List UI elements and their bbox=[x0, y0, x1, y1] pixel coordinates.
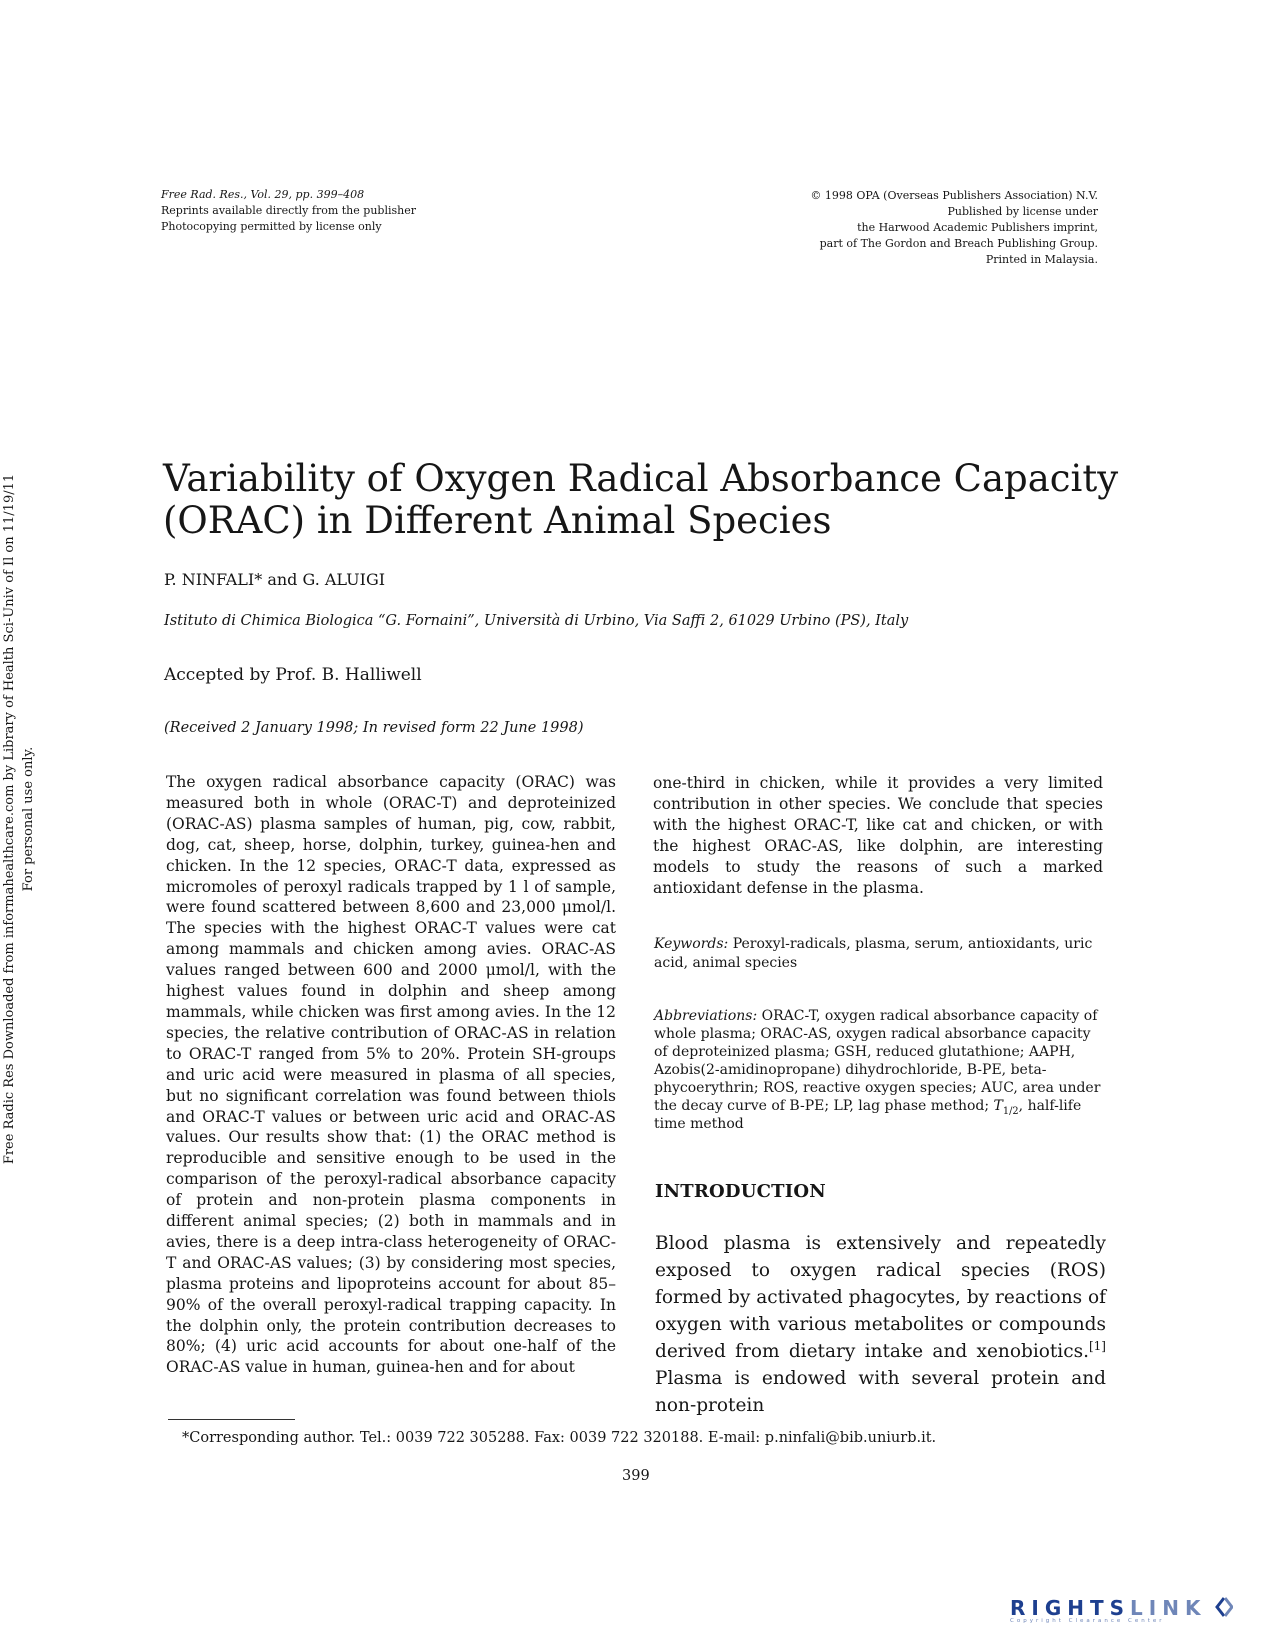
received-dates: (Received 2 January 1998; In revised form 22 June 1998) bbox=[164, 720, 584, 736]
page-number: 399 bbox=[622, 1468, 650, 1484]
rightslink-word-link: LINK bbox=[1130, 1596, 1207, 1620]
publishing-group-line: part of The Gordon and Breach Publishing Group. bbox=[819, 237, 1098, 250]
abbreviations-text-end: , half-life time method bbox=[654, 1098, 1082, 1132]
half-life-symbol: T bbox=[993, 1098, 1003, 1114]
keywords-block bbox=[654, 935, 1104, 973]
rightslink-wordmark bbox=[1010, 1596, 1240, 1620]
keywords-label: Keywords: bbox=[654, 936, 729, 952]
reprints-notice: Reprints available directly from the publisher bbox=[161, 204, 416, 217]
keywords-text: Peroxyl-radicals, plasma, serum, antioxidants, uric acid, animal species bbox=[654, 936, 1093, 971]
affiliation: Istituto di Chimica Biologica “G. Fornaini”, Università di Urbino, Via Saffi 2, 61029 Urbino (PS), Italy bbox=[164, 613, 909, 629]
title-line-1: Variability of Oxygen Radical Absorbance Capacity bbox=[163, 457, 1119, 500]
abstract-right-column: one-third in chicken, while it provides a very limited contribution in other species. We conclude that species with the highest ORAC-T, like cat and chicken, or with the highest ORAC-AS, like dolphin, are interesting models to study the reasons of such a marked antioxidant defense in the plasma. bbox=[653, 774, 1103, 897]
download-notice-line: Free Radic Res Downloaded from informahealthcare.com by Library of Health Sci-Univ of Il on 11/19/11 bbox=[2, 473, 17, 1165]
rightslink-subtitle: Copyright Clearance Center bbox=[1010, 1618, 1165, 1624]
introduction-paragraph bbox=[655, 1230, 1106, 1419]
introduction-text: Blood plasma is extensively and repeatedly exposed to oxygen radical species (ROS) formed by activated phagocytes, by reactions of oxygen with various metabolites or compounds derived from dietary intake and xenobiotics. bbox=[655, 1233, 1106, 1362]
article-title bbox=[163, 458, 1143, 542]
download-notice-sidebar bbox=[0, 455, 52, 1183]
rightslink-chevron-icon bbox=[1215, 1596, 1233, 1618]
abbreviations-block bbox=[654, 1007, 1104, 1133]
author-list: P. NINFALI* and G. ALUIGI bbox=[164, 570, 386, 589]
copyright-line: © 1998 OPA (Overseas Publishers Association) N.V. bbox=[810, 189, 1098, 202]
section-heading-introduction: INTRODUCTION bbox=[655, 1181, 826, 1202]
citation-ref: [1] bbox=[1088, 1338, 1106, 1353]
personal-use-line: For personal use only. bbox=[21, 746, 36, 892]
license-line: Published by license under bbox=[947, 205, 1098, 218]
photocopy-notice: Photocopying permitted by license only bbox=[161, 220, 382, 233]
journal-citation: Free Rad. Res., Vol. 29, pp. 399–408 bbox=[161, 188, 365, 201]
title-line-2: (ORAC) in Different Animal Species bbox=[163, 499, 832, 542]
rightslink-logo bbox=[1010, 1596, 1240, 1636]
abbreviations-label: Abbreviations: bbox=[654, 1008, 758, 1024]
corresponding-author-footnote: *Corresponding author. Tel.: 0039 722 305288. Fax: 0039 722 320188. E-mail: p.ninfali@bib.uniurb.it. bbox=[182, 1430, 937, 1446]
imprint-line: the Harwood Academic Publishers imprint, bbox=[857, 221, 1098, 234]
printed-line: Printed in Malaysia. bbox=[985, 253, 1098, 266]
abstract-left-column: The oxygen radical absorbance capacity (ORAC) was measured both in whole (ORAC-T) and deproteinized (ORAC-AS) plasma samples of human, pig, cow, rabbit, dog, cat, sheep, horse, dolphin, turkey, guinea-hen and chicken. In the 12 species, ORAC-T data, expressed as micromoles of peroxyl radicals trapped by 1 l of sample, were found scattered between 8,600 and 23,000 μmol/l. The species with the highest ORAC-T values were cat among mammals and chicken among avies. ORAC-AS values ranged between 600 and 2000 μmol/l, with the highest values found in dolphin and sheep among mammals, while chicken was first among avies. In the 12 species, the relative contribution of ORAC-AS in relation to ORAC-T ranged from 5% to 20%. Protein SH-groups and uric acid were measured in plasma of all species, but no significant correlation was found between thiols and ORAC-T values or between uric acid and ORAC-AS values. Our results show that: (1) the ORAC method is reproducible and sensitive enough to be used in the comparison of the peroxyl-radical absorbance capacity of protein and non-protein plasma components in different animal species; (2) both in mammals and in avies, there is a deep intra-class heterogeneity of ORAC-T and ORAC-AS values; (3) by considering most species, plasma proteins and lipoproteins account for about 85–90% of the overall peroxyl-radical trapping capacity. In the dolphin only, the protein contribution decreases to 80%; (4) uric acid accounts for about one-half of the ORAC-AS value in human, guinea-hen and for about bbox=[166, 773, 616, 1377]
introduction-text-continued: Plasma is endowed with several protein and non-protein bbox=[655, 1368, 1106, 1416]
journal-header-right bbox=[700, 188, 1098, 268]
footnote-divider bbox=[168, 1419, 295, 1420]
journal-header-left bbox=[161, 187, 581, 235]
accepted-by: Accepted by Prof. B. Halliwell bbox=[164, 665, 422, 685]
abbreviations-text: ORAC-T, oxygen radical absorbance capacity of whole plasma; ORAC-AS, oxygen radical absorbance capacity of deproteinized plasma; GSH, reduced glutathione; AAPH, Azobis(2-amidinopropane) dihydrochloride, B-PE, beta-phycoerythrin; ROS, reactive oxygen species; AUC, area under the decay curve of B-PE; LP, lag phase method; bbox=[654, 1008, 1101, 1114]
rightslink-word-rights: RIGHTS bbox=[1010, 1596, 1131, 1620]
half-life-subscript: 1/2 bbox=[1002, 1105, 1019, 1117]
